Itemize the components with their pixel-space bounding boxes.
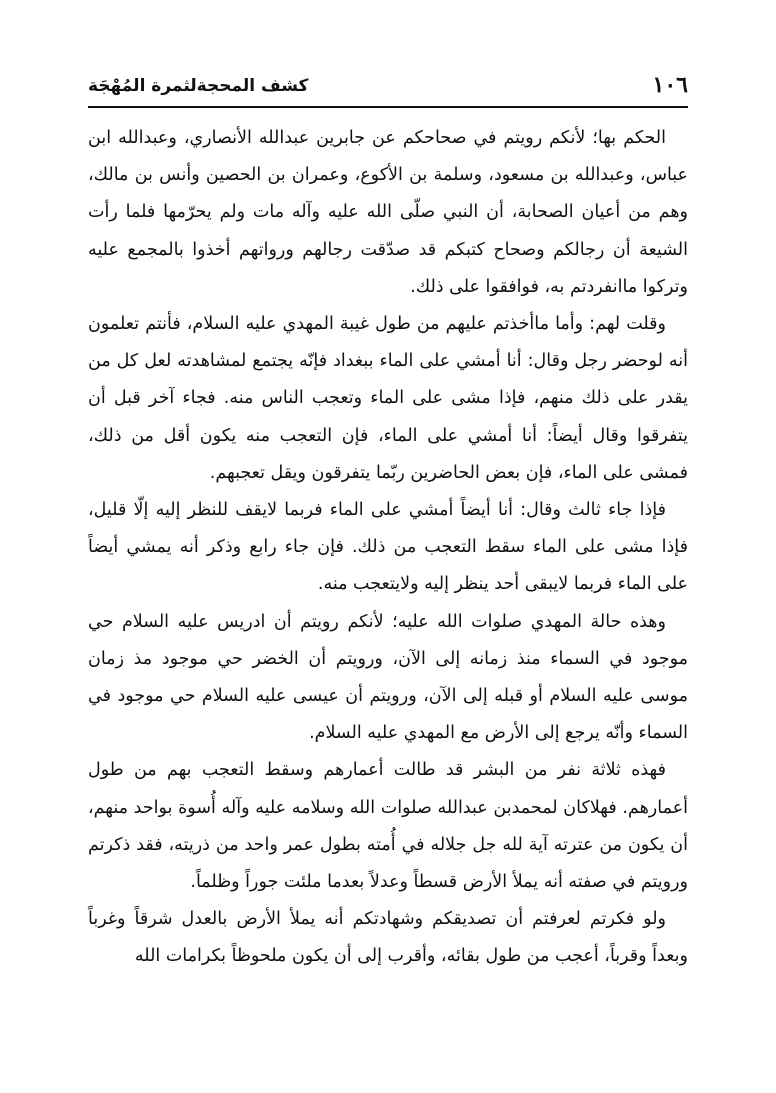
paragraph: فإذا جاء ثالث وقال: أنا أيضاً أمشي على الماء فربما لايقف للنظر إليه إلّا قليل، فإذا مشى على الماء سقط التعجب من ذلك. فإن جاء رابع وذكر أنه يمشي أيضاً على الماء فربما لايبقى أحد ينظر إليه ولايتعجب منه. <box>88 500 688 595</box>
paragraph: وقلت لهم: وأما ماأخذتم عليهم من طول غيبة المهدي عليه السلام، فأنتم تعلمون أنه لوحضر رجل وقال: أنا أمشي على الماء ببغداد فإنّه يجتمع لمشاهدته لعل كل من يقدر على ذلك منهم، فإذا مشى على الماء وتعجب الناس منه. فجاء آخر قبل أن يتفرقوا وقال أيضاً: أنا أمشي على الماء، فإن التعجب منه يكون أقل من ذلك، فمشى على الماء، فإن بعض الحاضرين ربّما يتفرقون ويقل تعجبهم. <box>88 314 688 483</box>
running-title: كشف المحجةلثمرة المُهْجَة <box>88 76 309 96</box>
paragraph: فهذه ثلاثة نفر من البشر قد طالت أعمارهم وسقط التعجب بهم من طول أعمارهم. فهلاكان لمحمدبن عبدالله صلوات الله وسلامه عليه وآله أُسوة بواحد منهم، أن يكون من عترته آية لله جل جلاله في أُمته بطول عمر واحد من ذريته، فقد ذكرتم ورويتم في صفته أنه يملأ الأرض قسطاً وعدلاً بعدما ملئت جوراً وظلماً. <box>88 760 688 893</box>
paragraph: الحكم بها؛ لأنكم رويتم في صحاحكم عن جابرين عبدالله الأنصاري، وعبدالله ابن عباس، وعبدالله بن مسعود، وسلمة بن الأكوع، وعمران بن الحصين وأنس بن مالك، وهم من أعيان الصحابة، أن النبي صلّى الله عليه وآله مات ولم يحرّمها فلما رأت الشيعة أن رجالكم وصحاح كتبكم قد صدّقت رجالهم ورواتهم أخذوا بالمجمع عليه وتركوا ماانفردتم به، فوافقوا على ذلك. <box>88 128 688 297</box>
body-text <box>88 120 688 976</box>
header-divider <box>88 106 688 108</box>
page-number: ١٠٦ <box>652 72 688 98</box>
paragraph: ولو فكرتم لعرفتم أن تصديقكم وشهادتكم أنه يملأ الأرض بالعدل شرقاً وغرباً وبعداً وقرباً، أعجب من طول بقائه، وأقرب إلى أن يكون ملحوظاً بكرامات الله <box>88 909 688 967</box>
page-header <box>88 72 688 102</box>
paragraph: وهذه حالة المهدي صلوات الله عليه؛ لأنكم رويتم أن ادريس عليه السلام حي موجود في السماء منذ زمانه إلى الآن، ورويتم أن الخضر حي موجود مذ زمان موسى عليه السلام أو قبله إلى الآن، ورويتم أن عيسى عليه السلام حي موجود في السماء وأنّه يرجع إلى الأرض مع المهدي عليه السلام. <box>88 611 688 744</box>
